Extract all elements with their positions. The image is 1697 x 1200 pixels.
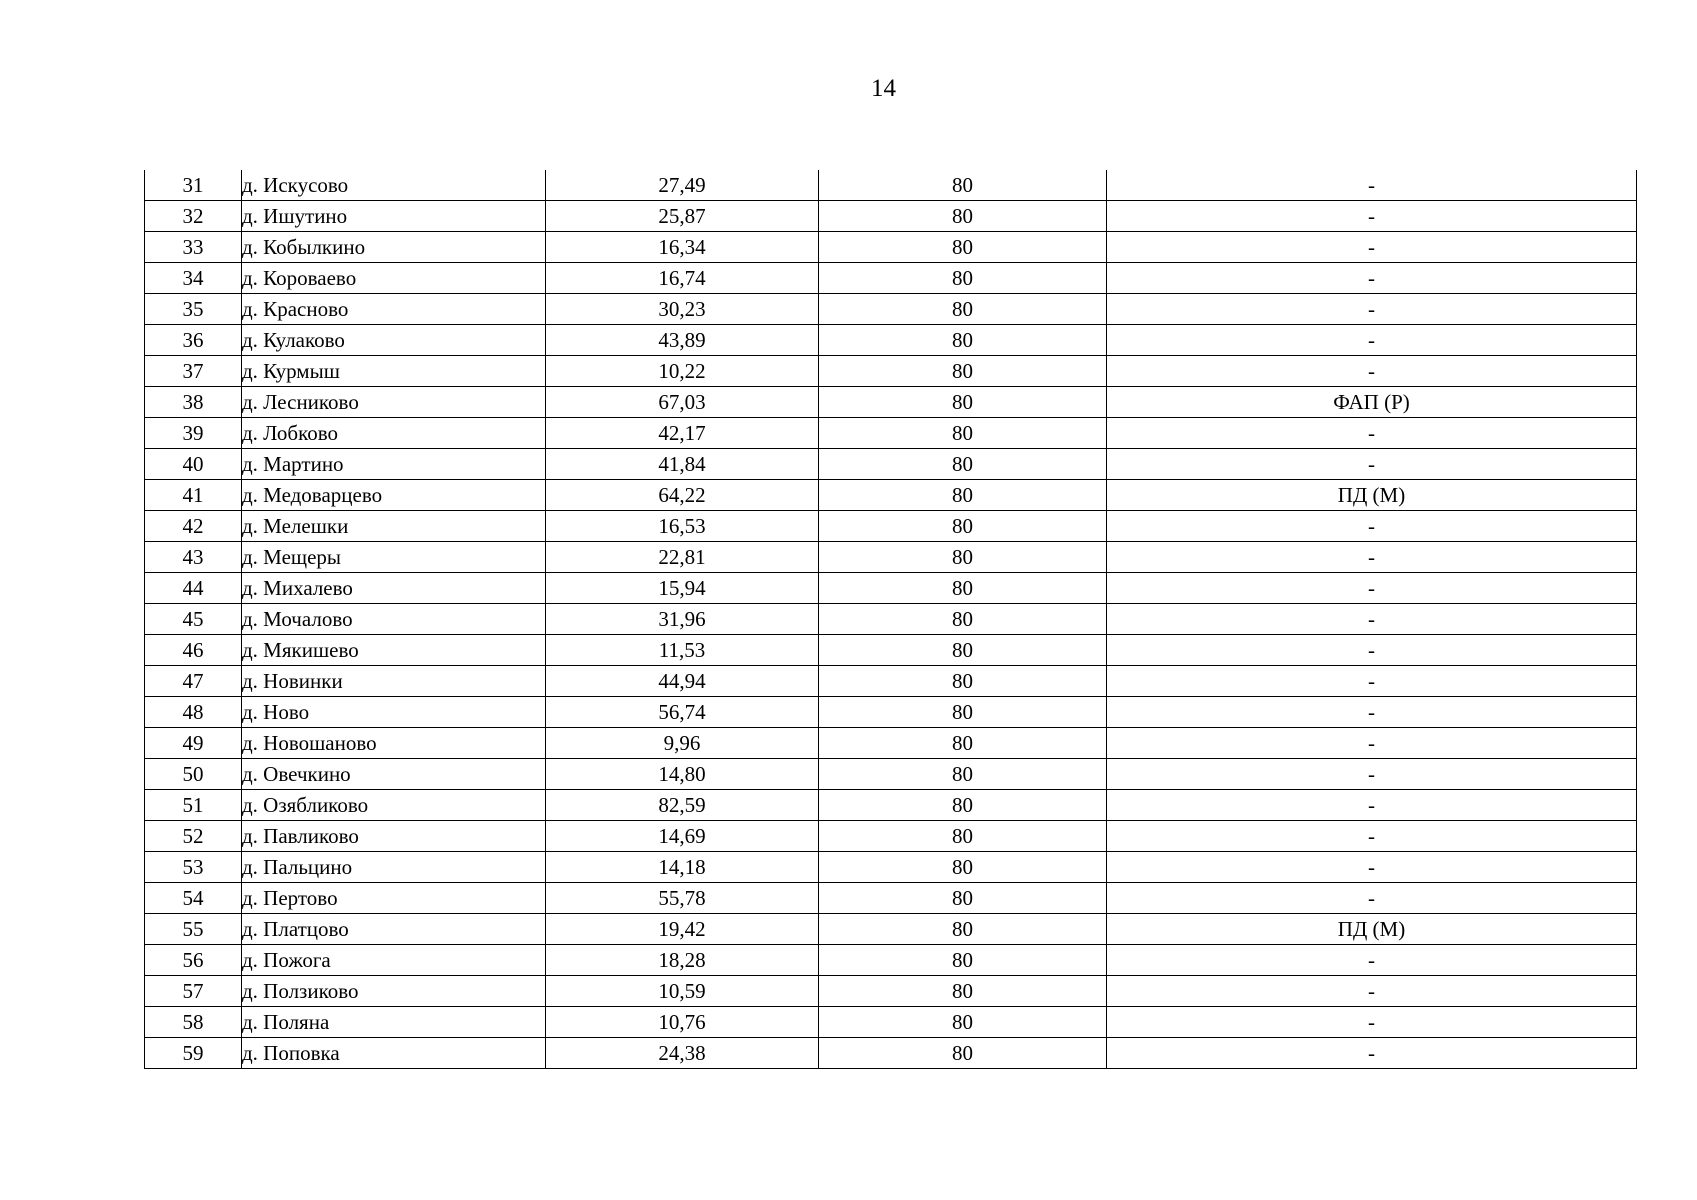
settlement-name-cell: д. Красново <box>242 294 546 325</box>
settlement-name-cell: д. Пертово <box>242 883 546 914</box>
row-number-cell: 46 <box>145 635 242 666</box>
note-cell: - <box>1107 759 1637 790</box>
settlement-name-cell: д. Кулаково <box>242 325 546 356</box>
settlement-name-cell: д. Новинки <box>242 666 546 697</box>
area-value-cell: 10,76 <box>546 1007 819 1038</box>
settlement-name-cell: д. Мещеры <box>242 542 546 573</box>
settlement-name-cell: д. Курмыш <box>242 356 546 387</box>
settlement-name-cell: д. Лесниково <box>242 387 546 418</box>
note-cell: - <box>1107 1038 1637 1069</box>
table-row <box>145 294 1637 325</box>
row-number-cell: 34 <box>145 263 242 294</box>
row-number-cell: 40 <box>145 449 242 480</box>
table-row <box>145 387 1637 418</box>
value-cell: 80 <box>819 201 1107 232</box>
row-number-cell: 55 <box>145 914 242 945</box>
settlement-name-cell: д. Лобково <box>242 418 546 449</box>
area-value-cell: 30,23 <box>546 294 819 325</box>
area-value-cell: 42,17 <box>546 418 819 449</box>
value-cell: 80 <box>819 263 1107 294</box>
row-number-cell: 38 <box>145 387 242 418</box>
row-number-cell: 44 <box>145 573 242 604</box>
value-cell: 80 <box>819 945 1107 976</box>
value-cell: 80 <box>819 232 1107 263</box>
note-cell: - <box>1107 449 1637 480</box>
area-value-cell: 16,53 <box>546 511 819 542</box>
table-row <box>145 263 1637 294</box>
value-cell: 80 <box>819 325 1107 356</box>
settlement-name-cell: д. Новошаново <box>242 728 546 759</box>
table-body <box>145 170 1637 1069</box>
value-cell: 80 <box>819 759 1107 790</box>
note-cell: - <box>1107 697 1637 728</box>
row-number-cell: 56 <box>145 945 242 976</box>
area-value-cell: 10,22 <box>546 356 819 387</box>
settlement-name-cell: д. Искусово <box>242 170 546 201</box>
table-row <box>145 852 1637 883</box>
area-value-cell: 44,94 <box>546 666 819 697</box>
settlement-name-cell: д. Мартино <box>242 449 546 480</box>
row-number-cell: 54 <box>145 883 242 914</box>
row-number-cell: 47 <box>145 666 242 697</box>
area-value-cell: 22,81 <box>546 542 819 573</box>
note-cell: - <box>1107 976 1637 1007</box>
settlement-name-cell: д. Михалево <box>242 573 546 604</box>
note-cell: - <box>1107 294 1637 325</box>
row-number-cell: 33 <box>145 232 242 263</box>
area-value-cell: 14,18 <box>546 852 819 883</box>
area-value-cell: 82,59 <box>546 790 819 821</box>
value-cell: 80 <box>819 387 1107 418</box>
table-row <box>145 604 1637 635</box>
table-row <box>145 1038 1637 1069</box>
note-cell: - <box>1107 325 1637 356</box>
value-cell: 80 <box>819 790 1107 821</box>
row-number-cell: 43 <box>145 542 242 573</box>
area-value-cell: 56,74 <box>546 697 819 728</box>
settlement-name-cell: д. Мочалово <box>242 604 546 635</box>
note-cell: - <box>1107 821 1637 852</box>
note-cell: ПД (М) <box>1107 914 1637 945</box>
row-number-cell: 49 <box>145 728 242 759</box>
row-number-cell: 52 <box>145 821 242 852</box>
table-row <box>145 697 1637 728</box>
settlement-name-cell: д. Овечкино <box>242 759 546 790</box>
area-value-cell: 18,28 <box>546 945 819 976</box>
note-cell: - <box>1107 263 1637 294</box>
row-number-cell: 37 <box>145 356 242 387</box>
value-cell: 80 <box>819 480 1107 511</box>
table-row <box>145 232 1637 263</box>
table-row <box>145 1007 1637 1038</box>
note-cell: - <box>1107 635 1637 666</box>
area-value-cell: 16,74 <box>546 263 819 294</box>
value-cell: 80 <box>819 356 1107 387</box>
settlement-name-cell: д. Мелешки <box>242 511 546 542</box>
area-value-cell: 15,94 <box>546 573 819 604</box>
note-cell: - <box>1107 511 1637 542</box>
table-row <box>145 356 1637 387</box>
row-number-cell: 41 <box>145 480 242 511</box>
area-value-cell: 11,53 <box>546 635 819 666</box>
table-row <box>145 511 1637 542</box>
table-row <box>145 201 1637 232</box>
note-cell: - <box>1107 170 1637 201</box>
area-value-cell: 67,03 <box>546 387 819 418</box>
table-row <box>145 821 1637 852</box>
settlement-name-cell: д. Поповка <box>242 1038 546 1069</box>
area-value-cell: 24,38 <box>546 1038 819 1069</box>
note-cell: - <box>1107 542 1637 573</box>
value-cell: 80 <box>819 604 1107 635</box>
row-number-cell: 31 <box>145 170 242 201</box>
value-cell: 80 <box>819 697 1107 728</box>
area-value-cell: 14,80 <box>546 759 819 790</box>
area-value-cell: 64,22 <box>546 480 819 511</box>
row-number-cell: 45 <box>145 604 242 635</box>
value-cell: 80 <box>819 1038 1107 1069</box>
value-cell: 80 <box>819 294 1107 325</box>
value-cell: 80 <box>819 728 1107 759</box>
area-value-cell: 10,59 <box>546 976 819 1007</box>
row-number-cell: 58 <box>145 1007 242 1038</box>
row-number-cell: 35 <box>145 294 242 325</box>
area-value-cell: 9,96 <box>546 728 819 759</box>
note-cell: - <box>1107 232 1637 263</box>
row-number-cell: 53 <box>145 852 242 883</box>
note-cell: - <box>1107 604 1637 635</box>
row-number-cell: 39 <box>145 418 242 449</box>
value-cell: 80 <box>819 1007 1107 1038</box>
note-cell: ПД (М) <box>1107 480 1637 511</box>
page-number: 14 <box>871 75 896 102</box>
table-row <box>145 666 1637 697</box>
value-cell: 80 <box>819 573 1107 604</box>
area-value-cell: 27,49 <box>546 170 819 201</box>
note-cell: - <box>1107 790 1637 821</box>
value-cell: 80 <box>819 170 1107 201</box>
settlement-name-cell: д. Пальцино <box>242 852 546 883</box>
table-row <box>145 573 1637 604</box>
note-cell: - <box>1107 418 1637 449</box>
row-number-cell: 48 <box>145 697 242 728</box>
settlement-name-cell: д. Ново <box>242 697 546 728</box>
row-number-cell: 57 <box>145 976 242 1007</box>
value-cell: 80 <box>819 883 1107 914</box>
table-row <box>145 542 1637 573</box>
table-row <box>145 418 1637 449</box>
note-cell: ФАП (Р) <box>1107 387 1637 418</box>
area-value-cell: 16,34 <box>546 232 819 263</box>
row-number-cell: 50 <box>145 759 242 790</box>
table-row <box>145 976 1637 1007</box>
value-cell: 80 <box>819 418 1107 449</box>
area-value-cell: 43,89 <box>546 325 819 356</box>
table-row <box>145 325 1637 356</box>
area-value-cell: 14,69 <box>546 821 819 852</box>
note-cell: - <box>1107 573 1637 604</box>
note-cell: - <box>1107 1007 1637 1038</box>
settlement-name-cell: д. Ишутино <box>242 201 546 232</box>
settlement-name-cell: д. Озябликово <box>242 790 546 821</box>
value-cell: 80 <box>819 542 1107 573</box>
row-number-cell: 36 <box>145 325 242 356</box>
note-cell: - <box>1107 356 1637 387</box>
table-row <box>145 170 1637 201</box>
area-value-cell: 31,96 <box>546 604 819 635</box>
settlement-name-cell: д. Пожога <box>242 945 546 976</box>
table-row <box>145 790 1637 821</box>
value-cell: 80 <box>819 666 1107 697</box>
settlement-name-cell: д. Кобылкино <box>242 232 546 263</box>
table-row <box>145 480 1637 511</box>
note-cell: - <box>1107 728 1637 759</box>
settlement-name-cell: д. Поляна <box>242 1007 546 1038</box>
table-row <box>145 883 1637 914</box>
area-value-cell: 25,87 <box>546 201 819 232</box>
table-row <box>145 914 1637 945</box>
table-row <box>145 945 1637 976</box>
table-row <box>145 449 1637 480</box>
area-value-cell: 41,84 <box>546 449 819 480</box>
row-number-cell: 51 <box>145 790 242 821</box>
note-cell: - <box>1107 852 1637 883</box>
settlement-name-cell: д. Короваево <box>242 263 546 294</box>
value-cell: 80 <box>819 821 1107 852</box>
value-cell: 80 <box>819 852 1107 883</box>
row-number-cell: 59 <box>145 1038 242 1069</box>
row-number-cell: 32 <box>145 201 242 232</box>
row-number-cell: 42 <box>145 511 242 542</box>
area-value-cell: 55,78 <box>546 883 819 914</box>
settlement-name-cell: д. Мякишево <box>242 635 546 666</box>
settlement-name-cell: д. Платцово <box>242 914 546 945</box>
table-row <box>145 728 1637 759</box>
table-row <box>145 635 1637 666</box>
note-cell: - <box>1107 201 1637 232</box>
area-value-cell: 19,42 <box>546 914 819 945</box>
value-cell: 80 <box>819 914 1107 945</box>
table-row <box>145 759 1637 790</box>
note-cell: - <box>1107 666 1637 697</box>
value-cell: 80 <box>819 511 1107 542</box>
value-cell: 80 <box>819 635 1107 666</box>
settlement-name-cell: д. Ползиково <box>242 976 546 1007</box>
settlement-name-cell: д. Павликово <box>242 821 546 852</box>
settlements-table <box>144 170 1637 1069</box>
value-cell: 80 <box>819 449 1107 480</box>
note-cell: - <box>1107 945 1637 976</box>
settlement-name-cell: д. Медоварцево <box>242 480 546 511</box>
note-cell: - <box>1107 883 1637 914</box>
value-cell: 80 <box>819 976 1107 1007</box>
